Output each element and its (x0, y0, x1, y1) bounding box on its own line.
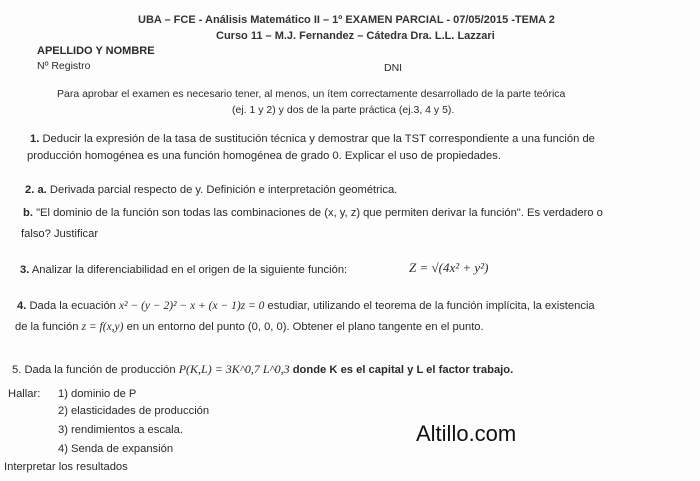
question-5-formula: P(K,L) = 3K^0,7 L^0,3 (178, 362, 290, 376)
watermark: Altillo.com (416, 421, 517, 446)
question-number: b. (23, 207, 33, 219)
question-5 (12, 362, 513, 377)
question-text: en un entorno del punto (0, 0, 0). Obtener el plano tangente en el punto. (126, 321, 484, 333)
find-item-4: 4) Senda de expansión (58, 443, 174, 455)
question-number: 2. a. (25, 184, 47, 196)
question-4 (17, 300, 595, 312)
find-item-1: 1) dominio de P (58, 388, 137, 400)
instructions-line2: (ej. 1 y 2) y dos de la parte práctica (ej.3, 4 y 5). (232, 104, 455, 116)
question-2a (25, 184, 397, 196)
question-text: estudiar, utilizando el teorema de la función implícita, la existencia (267, 300, 595, 312)
exam-header-line2: Curso 11 – M.J. Fernandez – Cátedra Dra. L.L. Lazzari (216, 30, 495, 42)
question-number: 3. (20, 264, 30, 276)
question-1-line2: producción homogénea es una función homogénea de grado 0. Explicar el uso de propiedades. (27, 150, 501, 162)
closing-text: Interpretar los resultados (4, 461, 128, 473)
question-text: Deducir la expresión de la tasa de sustitución técnica y demostrar que la TST correspondiente a una función de (42, 133, 595, 145)
find-label: Hallar: (8, 388, 41, 400)
question-3 (20, 264, 347, 276)
find-item-3: 3) rendimientos a escala. (58, 424, 183, 436)
find-item-2: 2) elasticidades de producción (58, 405, 210, 417)
exam-header-line1: UBA – FCE - Análisis Matemático II – 1º EXAMEN PARCIAL - 07/05/2015 -TEMA 2 (138, 14, 555, 26)
question-text: donde K es el capital y L el factor trabajo. (292, 364, 514, 376)
question-number: 1. (30, 133, 40, 145)
question-2b (23, 207, 603, 219)
dni-label: DNI (384, 62, 403, 74)
instructions-line1: Para aprobar el examen es necesario tener, al menos, un ítem correctamente desarrollado de la parte teórica (57, 88, 566, 100)
question-text: Analizar la diferenciabilidad en el origen de la siguiente función: (31, 264, 348, 276)
question-text: de la función (15, 321, 79, 333)
question-intro: Dada la función de producción (24, 364, 176, 376)
question-intro: Dada la ecuación (29, 300, 116, 312)
question-text: Derivada parcial respecto de y. Definición e interpretación geométrica. (49, 184, 398, 196)
question-3-formula: Z = √(4x² + y²) (409, 260, 489, 275)
question-number: 4. (17, 300, 27, 312)
question-4-function: z = f(x,y) (81, 321, 124, 333)
surname-label: APELLIDO Y NOMBRE (37, 45, 155, 57)
question-number: 5. (12, 364, 22, 376)
question-1 (30, 133, 595, 145)
question-2b-line2: falso? Justificar (21, 228, 99, 240)
question-4-line2 (15, 321, 484, 333)
question-4-equation: x² − (y − 2)² − x + (x − 1)z = 0 (119, 300, 265, 312)
registry-label: Nº Registro (37, 60, 91, 72)
question-text: "El dominio de la función son todas las combinaciones de (x, y, z) que permiten derivar la función". Es verdadero o (36, 207, 603, 219)
